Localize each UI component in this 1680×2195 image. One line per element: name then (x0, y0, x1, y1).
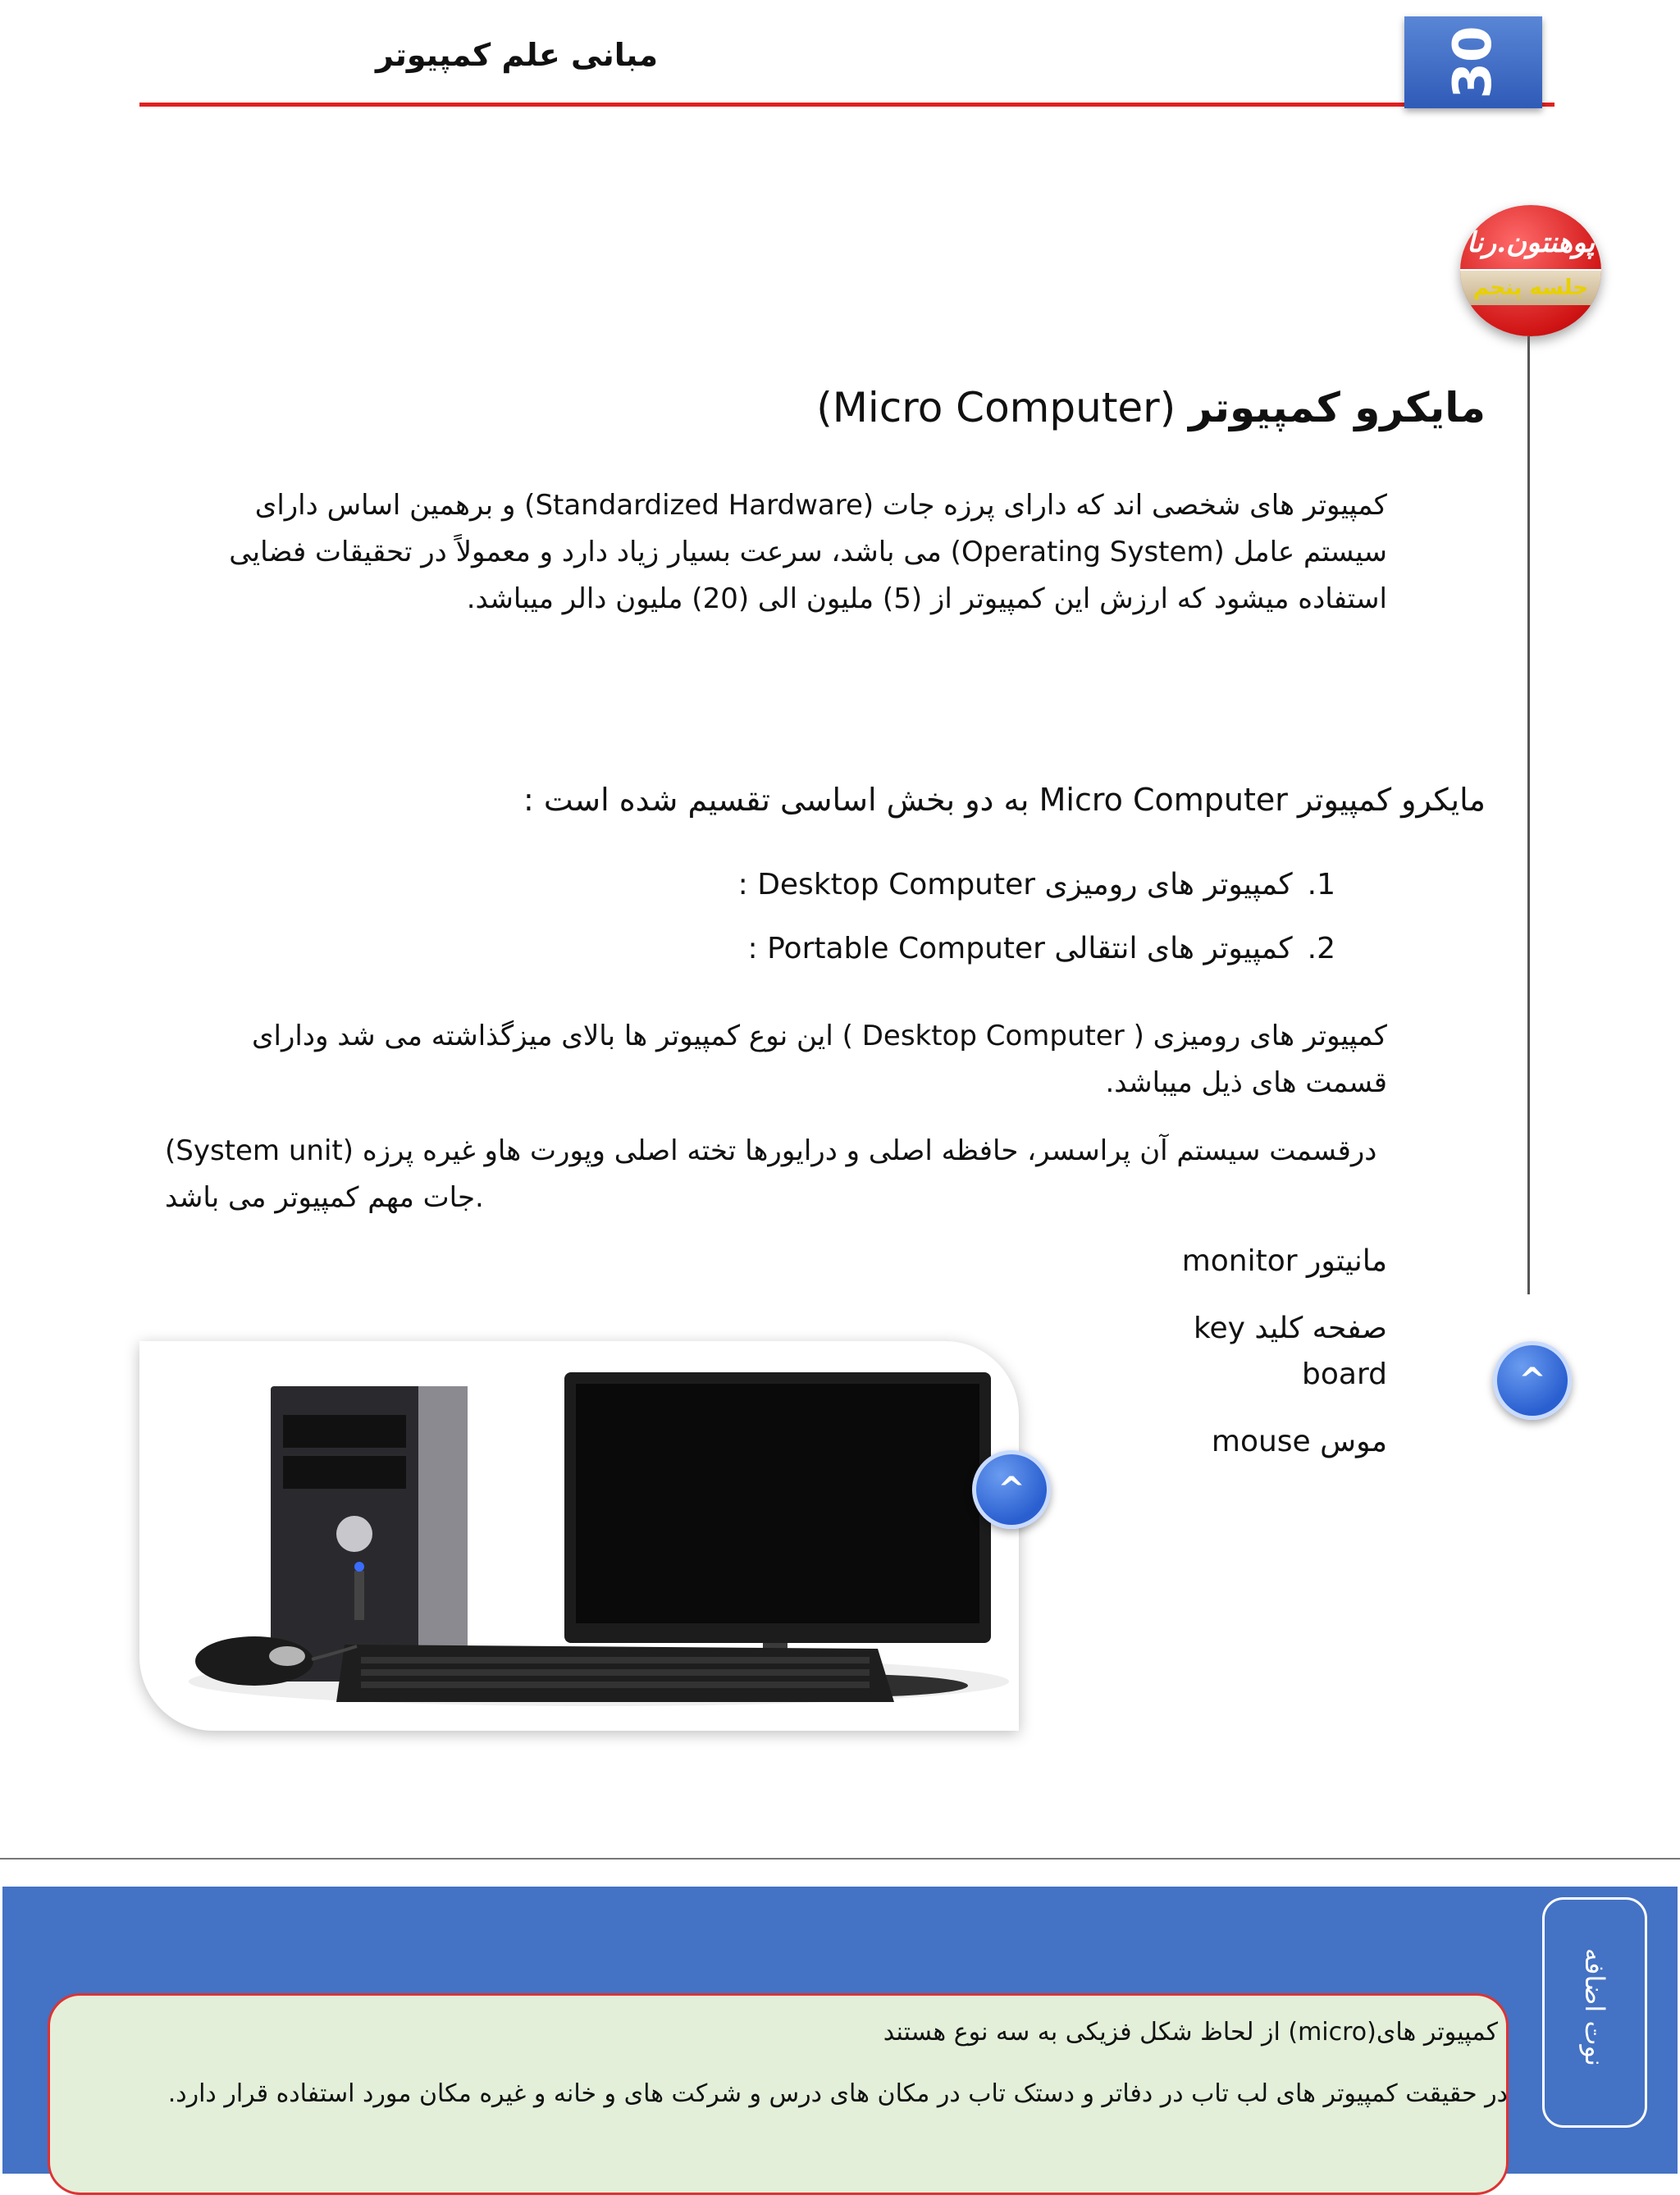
part-keyboard: صفحه کلید key board (1193, 1312, 1387, 1391)
badge-banner (1460, 269, 1601, 305)
desktop-description: کمپیوتر های رومیزی ( Desktop Computer ) این نوع کمپیوتر ها بالای میزگذاشته می شد ودارای قسمت های ذیل میباشد. (251, 1020, 1387, 1099)
section-heading-fa: مایکرو کمپیوتر (1189, 384, 1486, 431)
system-unit-description: (System unit) درقسمت سیستم آن پراسسر، حافظه اصلی و درایورها تخته اصلی وپورت هاو غیره پرزه جات مهم کمپیوتر می باشد. (165, 1134, 1377, 1214)
list-item-number: 2. (1307, 932, 1335, 965)
list-item-text: کمپیوتر های انتقالی Portable Computer : (747, 932, 1293, 965)
parts-list (1125, 1239, 1387, 1486)
session-badge (1460, 205, 1601, 336)
list-item-number: 1. (1307, 868, 1335, 901)
extra-note-tab[interactable] (1542, 1897, 1647, 2128)
part-mouse: موس mouse (1211, 1425, 1387, 1458)
part-monitor: مانیتور monitor (1181, 1244, 1387, 1278)
chevron-up-icon: ^ (998, 1471, 1025, 1508)
side-divider (1527, 336, 1530, 1294)
note-line: کمپیوتر های(micro) از لحاظ شکل فزیکی به سه نوع هستند (883, 2018, 1498, 2047)
badge-session-label: جلسه پنجم (1472, 276, 1589, 300)
intro-paragraph: کمپیوتر های شخصی اند که دارای پرزه جات (Standardized Hardware) و برهمین اساس دارای سیستم عامل (Operating System) می باشد، سرعت بسیار زیاد دارد و معمولاً در تحقیقات فضایی استفاده میشود که ارزش این کمپیوتر از (5) ملیون الی (20) ملیون دالر میباشد. (229, 489, 1387, 615)
page-number: 30 (1443, 25, 1504, 99)
list-item (738, 917, 1335, 981)
extra-note-tab-label: نوت اضافه (1579, 1948, 1610, 2066)
nav-chevron-button[interactable] (1493, 1341, 1572, 1420)
desktop-computer-image (139, 1341, 1019, 1731)
list-item-text: کمپیوتر های رومیزی Desktop Computer : (737, 868, 1293, 901)
nav-chevron-button[interactable] (972, 1450, 1051, 1529)
chevron-up-icon: ^ (1518, 1362, 1546, 1399)
footer-separator (0, 1858, 1680, 1860)
header-title: مبانی علم کمپیوتر (375, 37, 659, 73)
division-sentence: مایکرو کمپیوتر Micro Computer به دو بخش اساسی تقسیم شده است : (523, 782, 1486, 818)
badge-brand-logo: پوهنتون.رنا (1466, 226, 1596, 259)
types-list (738, 853, 1335, 981)
desktop-computer-illustration (139, 1341, 1019, 1731)
section-heading (816, 384, 1486, 431)
list-item (738, 853, 1335, 917)
section-heading-en: (Micro Computer) (816, 384, 1176, 431)
page-number-box (1404, 16, 1542, 108)
note-line: در حقیقت کمپیوتر های لب تاب در دفاتر و دستک تاب در مکان های درس و شرکت های و خانه و غیره مکان مورد استفاده قرار دارد. (167, 2079, 1508, 2108)
header-divider (139, 103, 1554, 107)
